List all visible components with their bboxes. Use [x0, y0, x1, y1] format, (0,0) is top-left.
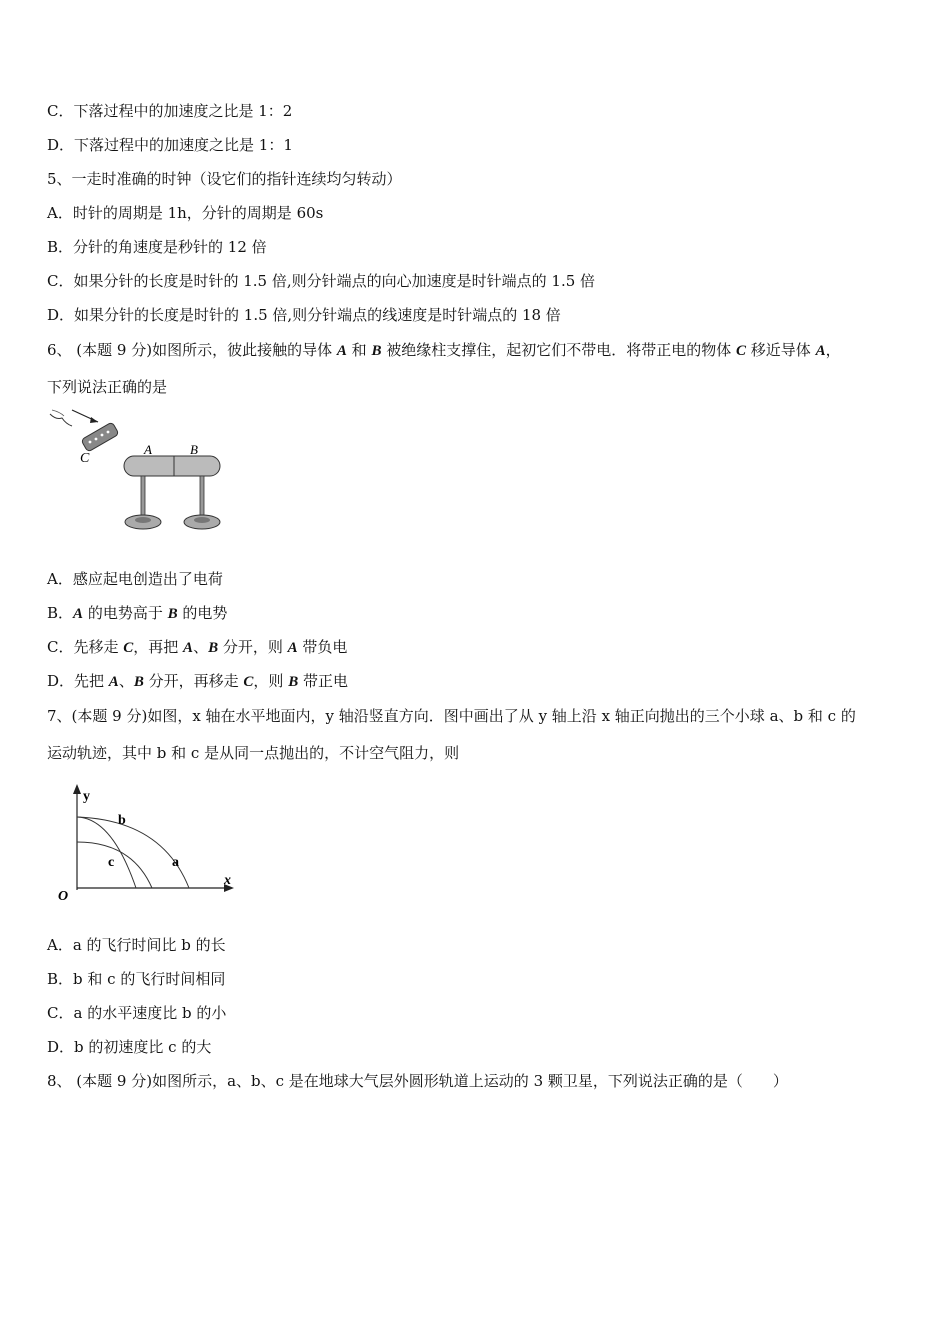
label-c: C — [80, 451, 90, 466]
label-b: B — [190, 442, 198, 457]
label-x: x — [224, 873, 231, 888]
q6-stem-line2: 下列说法正确的是 — [47, 378, 168, 396]
q6-option-c: C．先移走 C，再把 A、B 分开，则 A 带负电 — [47, 638, 348, 656]
q4-option-d: D．下落过程中的加速度之比是 1：1 — [47, 136, 293, 154]
label-y: y — [83, 789, 90, 804]
label-a: A — [144, 442, 152, 457]
label-a-curve: a — [172, 855, 179, 870]
q5-stem: 5、一走时准确的时钟（设它们的指针连续均匀转动） — [47, 170, 402, 188]
trajectory-figure — [52, 780, 242, 906]
q8-stem: 8、 (本题 9 分)如图所示，a、b、c 是在地球大气层外圆形轨道上运动的 3 颗卫星，下列说法正确的是（ ） — [47, 1072, 788, 1090]
q5-option-a: A．时针的周期是 1h，分针的周期是 60s — [47, 204, 324, 222]
q6-option-d: D．先把 A、B 分开，再移走 C，则 B 带正电 — [47, 672, 348, 690]
label-o: O — [58, 889, 69, 904]
q4-option-c: C．下落过程中的加速度之比是 1：2 — [47, 102, 293, 120]
q7-option-c: C．a 的水平速度比 b 的小 — [47, 1004, 227, 1022]
q7-stem-line1: 7、(本题 9 分)如图，x 轴在水平地面内，y 轴沿竖直方向．图中画出了从 y 轴上沿 x 轴正向抛出的三个小球 a、b 和 c 的 — [47, 707, 856, 725]
conductor-figure — [44, 406, 229, 536]
q7-stem-line2: 运动轨迹，其中 b 和 c 是从同一点抛出的，不计空气阻力，则 — [47, 744, 460, 762]
q5-option-b: B．分针的角速度是秒针的 12 倍 — [47, 238, 267, 256]
q5-option-c: C．如果分针的长度是时针的 1.5 倍,则分针端点的向心加速度是时针端点的 1.5 倍 — [47, 272, 596, 290]
q6-stem-line1: 6、 (本题 9 分)如图所示，彼此接触的导体 A 和 B 被绝缘柱支撑住，起初它们不带电．将带正电的物体 C 移近导体 A， — [47, 341, 841, 359]
q7-option-b: B．b 和 c 的飞行时间相同 — [47, 970, 226, 988]
q6-option-a: A．感应起电创造出了电荷 — [47, 570, 223, 588]
q5-option-d: D．如果分针的长度是时针的 1.5 倍,则分针端点的线速度是时针端点的 18 倍 — [47, 306, 561, 324]
q7-option-a: A．a 的飞行时间比 b 的长 — [47, 936, 226, 954]
q6-option-b: B．A 的电势高于 B 的电势 — [47, 604, 228, 622]
label-c-curve: c — [108, 855, 115, 870]
label-b-curve: b — [118, 813, 126, 828]
q7-option-d: D．b 的初速度比 c 的大 — [47, 1038, 212, 1056]
